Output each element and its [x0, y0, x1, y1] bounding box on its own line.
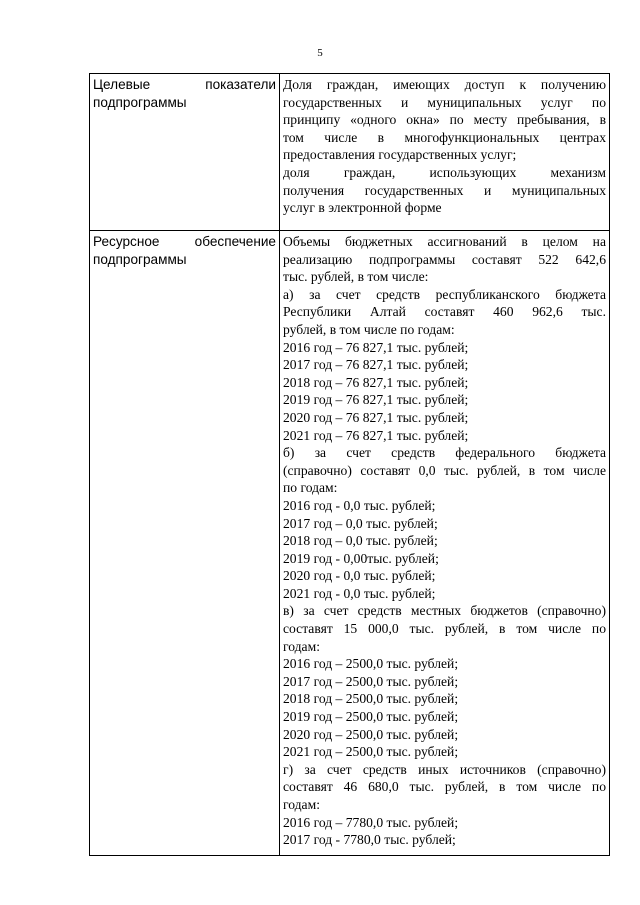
content-line: 2016 год – 76 827,1 тыс. рублей;	[283, 339, 469, 355]
label-line: Целевые показатели	[93, 77, 276, 92]
table-row-resource-support	[90, 231, 610, 856]
content-line: 2018 год – 2500,0 тыс. рублей;	[283, 691, 459, 707]
row-content-target-indicators	[280, 74, 610, 231]
content-line: том числе в многофункциональных центрах	[283, 129, 606, 145]
content-line: услуг в электронной форме	[283, 200, 442, 216]
content-line: 2016 год – 2500,0 тыс. рублей;	[283, 656, 459, 672]
table-row-target-indicators	[90, 74, 610, 231]
content-line: 2017 год – 76 827,1 тыс. рублей;	[283, 357, 469, 373]
content-line: 2017 год – 2500,0 тыс. рублей;	[283, 673, 459, 689]
content-line: 2018 год – 0,0 тыс. рублей;	[283, 533, 438, 549]
content-line: 2021 год – 76 827,1 тыс. рублей;	[283, 427, 469, 443]
content-line: 2016 год – 7780,0 тыс. рублей;	[283, 814, 459, 830]
content-line: (справочно) составят 0,0 тыс. рублей, в том числе	[283, 462, 606, 478]
content-line: рублей, в том числе по годам:	[283, 321, 455, 337]
label-line: Ресурсное обеспечение	[93, 234, 276, 249]
row-content-resource-support	[280, 231, 610, 856]
content-line: 2019 год – 76 827,1 тыс. рублей;	[283, 392, 469, 408]
content-line: доля граждан, использующих механизм	[283, 164, 606, 180]
content-line: а) за счет средств республиканского бюджета	[283, 286, 606, 302]
content-line: тыс. рублей, в том числе:	[283, 269, 429, 285]
content-line: 2020 год – 2500,0 тыс. рублей;	[283, 726, 459, 742]
row-label-resource-support	[90, 231, 280, 856]
content-line: получения государственных и муниципальных	[283, 182, 606, 198]
content-line: 2018 год – 76 827,1 тыс. рублей;	[283, 374, 469, 390]
content-line: г) за счет средств иных источников (справочно)	[283, 761, 606, 777]
content-line: 2021 год - 0,0 тыс. рублей;	[283, 585, 436, 601]
content-line: 2019 год - 0,00тыс. рублей;	[283, 550, 439, 566]
content-line: 2019 год – 2500,0 тыс. рублей;	[283, 709, 459, 725]
content-line: Республики Алтай составят 460 962,6 тыс.	[283, 304, 606, 320]
content-line: 2020 год – 76 827,1 тыс. рублей;	[283, 409, 469, 425]
content-line: годам:	[283, 638, 320, 654]
subprogram-passport-table	[89, 73, 610, 856]
label-line: подпрограммы	[93, 251, 187, 267]
content-line: реализацию подпрограммы составят 522 642,6	[283, 251, 606, 267]
content-line: составят 46 680,0 тыс. рублей, в том числе по	[283, 779, 606, 795]
content-line: 2017 год – 0,0 тыс. рублей;	[283, 515, 438, 531]
content-line: предоставления государственных услуг;	[283, 147, 517, 163]
content-line: принципу «одного окна» по месту пребывания, в	[283, 112, 606, 128]
content-line: б) за счет средств федерального бюджета	[283, 445, 606, 461]
page-number: 5	[317, 47, 323, 59]
content-line: 2020 год - 0,0 тыс. рублей;	[283, 568, 436, 584]
content-line: 2016 год - 0,0 тыс. рублей;	[283, 497, 436, 513]
row-label-target-indicators	[90, 74, 280, 231]
content-line: в) за счет средств местных бюджетов (справочно)	[283, 603, 606, 619]
content-line: государственных и муниципальных услуг по	[283, 94, 606, 110]
content-line: годам:	[283, 797, 320, 812]
label-line: подпрограммы	[93, 94, 187, 110]
content-line: 2021 год – 2500,0 тыс. рублей;	[283, 744, 459, 760]
content-line: 2017 год - 7780,0 тыс. рублей;	[283, 832, 456, 848]
content-line: по годам:	[283, 480, 338, 496]
content-line: Объемы бюджетных ассигнований в целом на	[283, 234, 606, 249]
content-line: составят 15 000,0 тыс. рублей, в том числе по	[283, 621, 606, 637]
content-line: Доля граждан, имеющих доступ к получению	[283, 77, 606, 92]
